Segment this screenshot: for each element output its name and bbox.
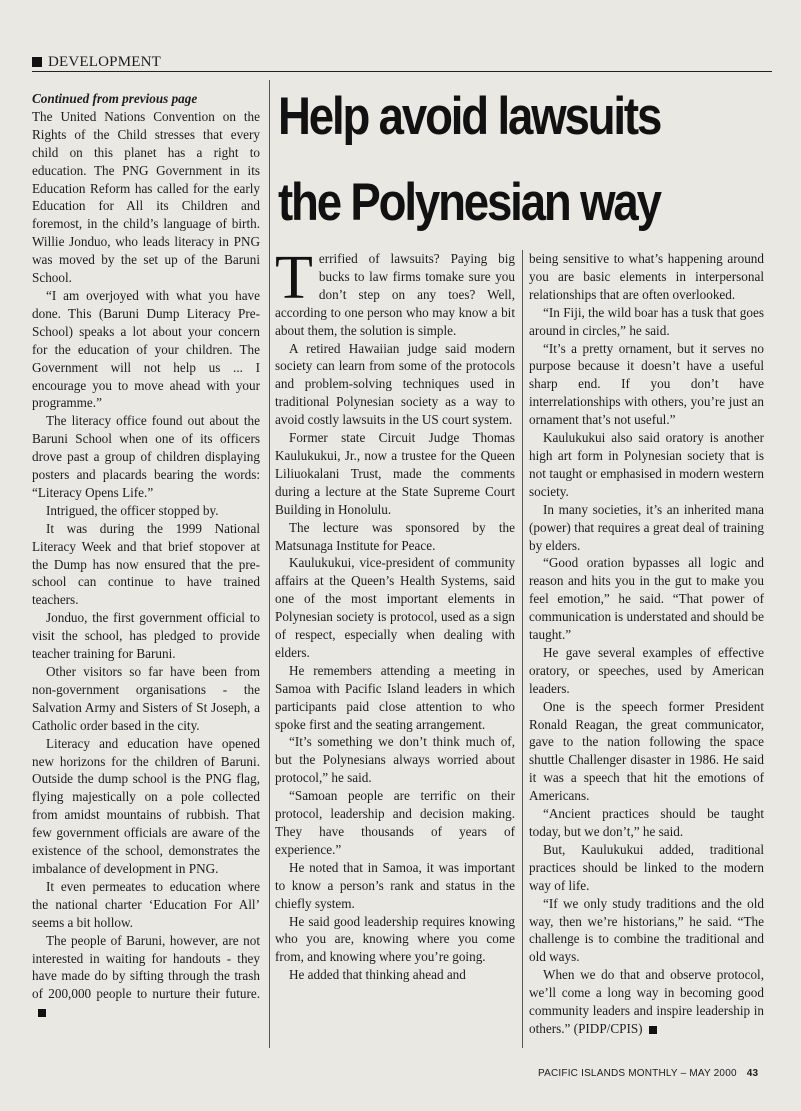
section-label: DEVELOPMENT	[48, 53, 162, 70]
paragraph: “If we only study traditions and the old way, then we’re historians,” he said. “The challenge is to combine the traditional and old ways.	[529, 895, 764, 965]
paragraph: “Samoan people are terrific on their protocol, leadership and decision making. They have thousands of years of experience.”	[275, 788, 515, 857]
paragraph: A retired Hawaiian judge said modern society can learn from some of the protocols and problem-solving techniques used in traditional Polynesian society as a way to avoid costly lawsuits in the US court system.	[275, 340, 515, 428]
paragraph: Kaulukukui also said oratory is another high art form in Polynesian society that is not taught or emphasised in modern western society.	[529, 430, 764, 499]
paragraph: “In Fiji, the wild boar has a tusk that goes around in circles,” he said.	[529, 304, 764, 338]
column-2	[275, 244, 515, 984]
drop-cap: T	[275, 244, 313, 312]
paragraph: Intrigued, the officer stopped by.	[46, 502, 219, 518]
section-marker-icon	[32, 57, 42, 67]
paragraph: “Good oration bypasses all logic and reason and hits you in the gut to make you feel emotion,” he said. “That power of communication is understated and should be taught.”	[529, 555, 764, 643]
paragraph: “It’s something we don’t think much of, but the Polynesians always worried about protocol,” he said.	[275, 734, 515, 786]
paragraph: Other visitors so far have been from non-government organisations - the Salvation Army and Sisters of St Joseph, a Catholic order based in the city.	[32, 664, 260, 733]
paragraph-text: errified of lawsuits? Paying big bucks to law firms tomake sure you don’t step on any toes? Well, according to one person who may know a bit about them, the solution is simple.	[275, 251, 515, 338]
paragraph: The United Nations Convention on the Rights of the Child stresses that every child on this planet has a right to education. The PNG Government in its Education Reform has called for the early Education for All its Children and foremost, in the child’s language of birth. Willie Jonduo, who leads literacy in PNG was moved by the set up of the Baruni School.	[32, 108, 260, 286]
paragraph-last	[32, 932, 260, 1022]
paragraph: But, Kaulukukui added, traditional practices should be linked to the modern way of life.	[529, 841, 764, 893]
paragraph: Jonduo, the first government official to visit the school, has pledged to provide teacher training for Baruni.	[32, 610, 260, 662]
publication-line: PACIFIC ISLANDS MONTHLY – MAY 2000	[538, 1068, 737, 1079]
column-divider	[269, 80, 270, 1048]
paragraph: “I am overjoyed with what you have done. This (Baruni Dump Literacy Pre-School) speaks a lot about your concern for the education of your children. The Government will not help us ... I encourage you to move ahead with your programme.”	[32, 287, 260, 411]
paragraph: “It’s a pretty ornament, but it serves no purpose because it doesn’t have a useful sharp end. If you don’t have interrelationships with others, you’re just an ornament that’s not useful.”	[529, 340, 764, 428]
paragraph-last	[529, 966, 764, 1038]
end-mark-icon	[649, 1026, 657, 1034]
article-title: Help avoid lawsuits the Polynesian way	[278, 87, 661, 232]
column-1	[32, 90, 260, 1021]
paragraph: It even permeates to education where the national charter ‘Education For All’ seems a bit hollow.	[32, 878, 260, 930]
page-number: 43	[746, 1068, 759, 1079]
lead-paragraph	[275, 244, 515, 340]
paragraph: Literacy and education have opened new horizons for the children of Baruni. Outside the dump school is the PNG flag, flying majestically on a pole collected from amidst mountains of rubbish. That few government officials are aware of the existence of the school, demonstrates the imbalance of development in PNG.	[32, 735, 260, 876]
paragraph: He gave several examples of effective oratory, or speeches, used by American leaders.	[529, 644, 764, 696]
paragraph: He said good leadership requires knowing who you are, knowing where you come from, and knowing where you’re going.	[275, 913, 515, 965]
page-footer	[538, 1068, 758, 1079]
paragraph: It was during the 1999 National Literacy Week and that brief stopover at the Dump has now ensured that the pre-school can continue to have trained teachers.	[32, 520, 260, 608]
paragraph: “Ancient practices should be taught today, but we don’t,” he said.	[529, 806, 764, 839]
paragraph: One is the speech former President Ronald Reagan, the great communicator, gave to the nation following the space shuttle Challenger disaster in 1986. He said it was a speech that hit the emotions of Americans.	[529, 698, 764, 804]
paragraph: He added that thinking ahead and	[289, 967, 466, 983]
paragraph: being sensitive to what’s happening around you are basic elements in interpersonal relationships that are often overlooked.	[529, 251, 764, 302]
paragraph: The literacy office found out about the Baruni School when one of its officers drove past a group of children displaying posters and placards bearing the words: “Literacy Opens Life.”	[32, 413, 260, 500]
header-rule	[32, 71, 772, 72]
paragraph: The lecture was sponsored by the Matsunaga Institute for Peace.	[275, 519, 515, 553]
column-3	[529, 250, 764, 1038]
continued-note: Continued from previous page	[32, 91, 198, 106]
paragraph: Kaulukukui, vice-president of community affairs at the Queen’s Health Systems, said one of the most important elements in Polynesian society is protocol, used as a sign of respect, especially when dealing with elders.	[275, 555, 515, 660]
end-mark-icon	[38, 1009, 46, 1017]
paragraph-text: The people of Baruni, however, are not interested in waiting for handouts - they have made do by sifting through the trash of 200,000 people to nurture their future.	[32, 932, 260, 1002]
paragraph: Former state Circuit Judge Thomas Kaulukukui, Jr., now a trustee for the Queen Liliuokalani Trust, made the comments during a lecture at the State Supreme Court Building in Honolulu.	[275, 430, 515, 517]
column-divider	[522, 250, 523, 1048]
section-header	[32, 52, 770, 72]
paragraph: He remembers attending a meeting in Samoa with Pacific Island leaders in which participants paid close attention to who spoke first and the seating arrangement.	[275, 662, 515, 732]
paragraph-text: When we do that and observe protocol, we’ll come a long way in becoming good community leaders and inspire leadership in others.” (PIDP/CPIS)	[529, 967, 764, 1036]
paragraph: In many societies, it’s an inherited mana (power) that requires a great deal of training by elders.	[529, 501, 764, 553]
paragraph: He noted that in Samoa, it was important to know a person’s rank and status in the chiefly system.	[275, 859, 515, 911]
